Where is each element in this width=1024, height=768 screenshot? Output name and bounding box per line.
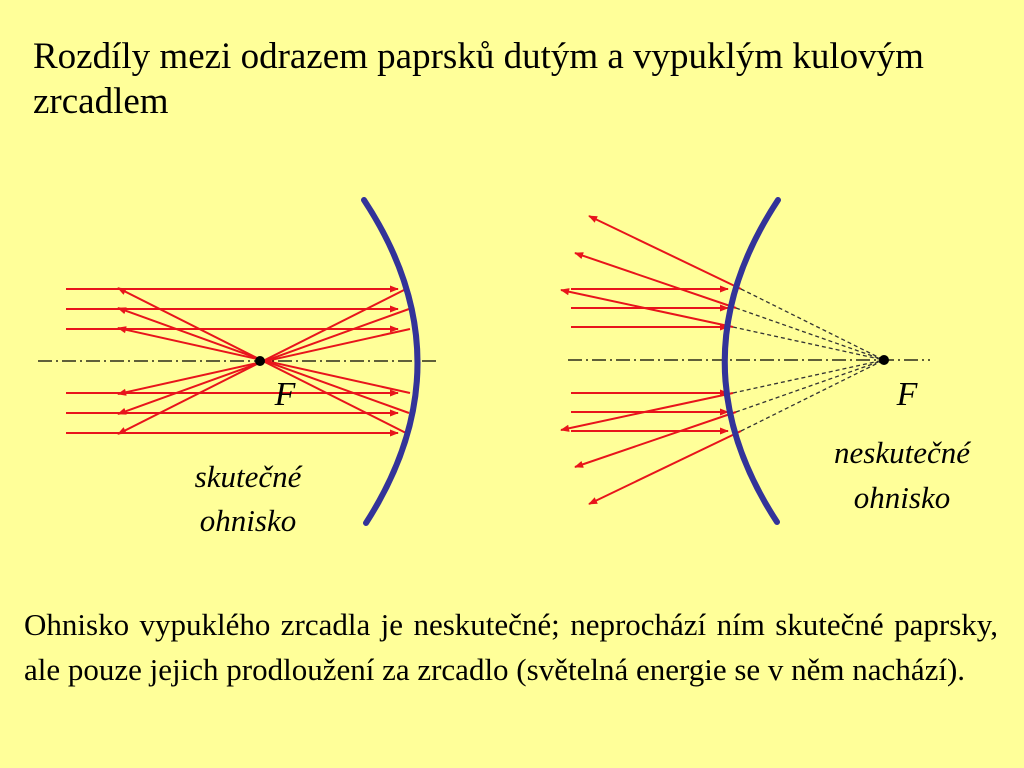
page-title: Rozdíly mezi odrazem paprsků dutým a vypuklým kulovým zrcadlem <box>33 36 924 122</box>
focus-point-left <box>255 356 265 366</box>
focus-label-right: F <box>896 376 918 413</box>
caption-right-line1: neskutečné <box>834 435 970 470</box>
focus-point-right <box>879 355 889 365</box>
convex-mirror <box>725 200 778 522</box>
caption-left-line2: ohnisko <box>199 503 297 538</box>
caption-right-line2: ohnisko <box>853 480 951 515</box>
focus-label-left: F <box>274 376 296 413</box>
convex-diagram <box>561 200 971 522</box>
caption-left-line1: skutečné <box>194 459 302 494</box>
concave-diagram <box>38 200 436 538</box>
explanation-paragraph: Ohnisko vypuklého zrcadla je neskutečné; neprochází ním skutečné paprsky, ale pouze jejich prodloužení za zrcadlo (světelná energie se v něm nachází). <box>24 607 998 687</box>
